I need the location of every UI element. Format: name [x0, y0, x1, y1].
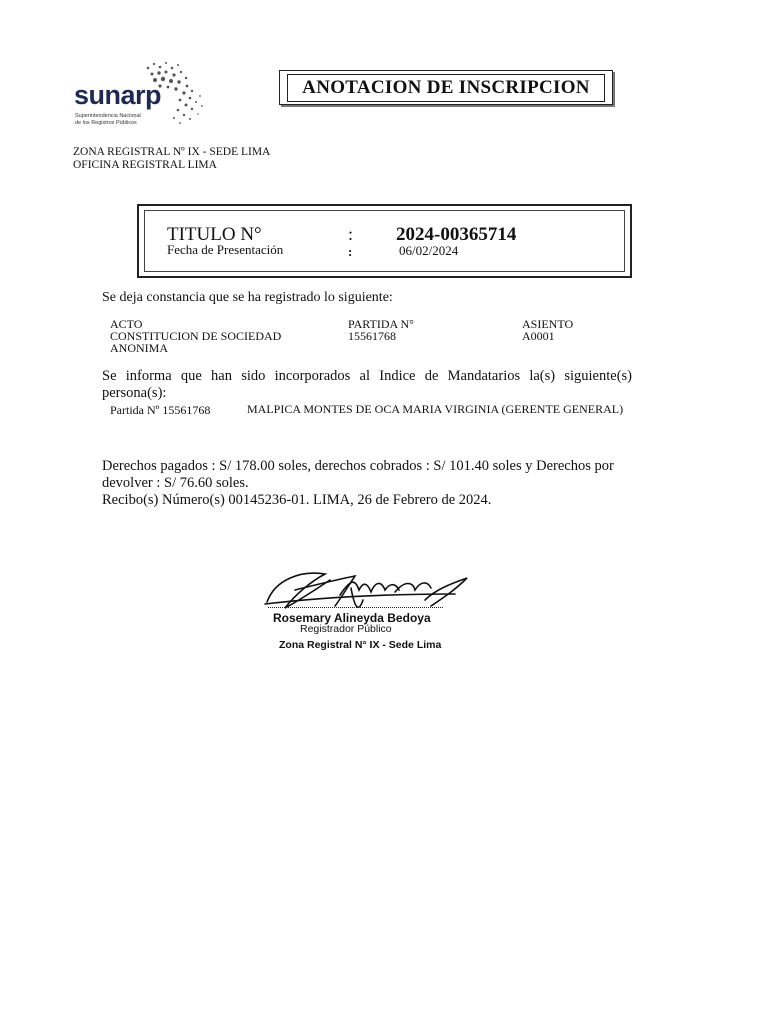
asiento-value: A0001 [522, 329, 555, 343]
asiento-column [522, 318, 573, 342]
fecha-colon: : [348, 244, 353, 259]
signer-name: Rosemary Alineyda Bedoya [273, 611, 431, 625]
signer-zone: Zona Registral N° IX - Sede Lima [279, 639, 442, 651]
mandatarios-intro: Se informa que han sido incorporados al Indice de Mandatarios la(s) siguiente(s) persona(s): [102, 368, 632, 401]
document-title: ANOTACION DE INSCRIPCION [287, 74, 605, 102]
document-title-box [279, 70, 613, 105]
titulo-number: 2024-00365714 [396, 224, 517, 245]
fecha-label: Fecha de Presentación [167, 242, 284, 257]
mandatario-partida: Partida Nº 15561768 [110, 403, 211, 417]
zona-registral: ZONA REGISTRAL Nº IX - SEDE LIMA [73, 146, 271, 158]
acto-column [110, 318, 281, 354]
logo-subtitle-line2: de los Registros Públicos [75, 119, 137, 126]
logo-subtitle [75, 113, 165, 126]
titulo-box [137, 204, 632, 278]
logo-subtitle-line1: Superintendencia Nacional [75, 113, 141, 119]
fees-block [102, 458, 637, 509]
fees-derechos: Derechos pagados : S/ 178.00 soles, derechos cobrados : S/ 101.40 soles y Derechos por devolver : S/ 76.60 soles. [102, 458, 614, 491]
acto-value-line2: ANONIMA [110, 341, 168, 355]
constancia-text: Se deja constancia que se ha registrado lo siguiente: [102, 290, 393, 305]
acto-value-line1: CONSTITUCION DE SOCIEDAD [110, 329, 282, 343]
oficina-registral: OFICINA REGISTRAL LIMA [73, 159, 217, 171]
office-block [73, 146, 270, 172]
titulo-label: TITULO N° [167, 224, 262, 245]
partida-column [348, 318, 414, 342]
signature-line [268, 607, 443, 608]
partida-header: PARTIDA N° [348, 317, 414, 331]
mandatario-persona: MALPICA MONTES DE OCA MARIA VIRGINIA (GERENTE GENERAL) [247, 402, 624, 416]
titulo-colon: : [348, 224, 354, 244]
signer-role: Registrador Público [300, 623, 392, 635]
asiento-header: ASIENTO [522, 317, 574, 331]
partida-value: 15561768 [348, 329, 396, 343]
fees-recibo: Recibo(s) Número(s) 00145236-01. LIMA, 26 de Febrero de 2024. [102, 492, 492, 508]
fecha-value: 06/02/2024 [399, 243, 459, 258]
acto-header: ACTO [110, 317, 143, 331]
sunarp-wordmark: sunarp [74, 80, 162, 110]
